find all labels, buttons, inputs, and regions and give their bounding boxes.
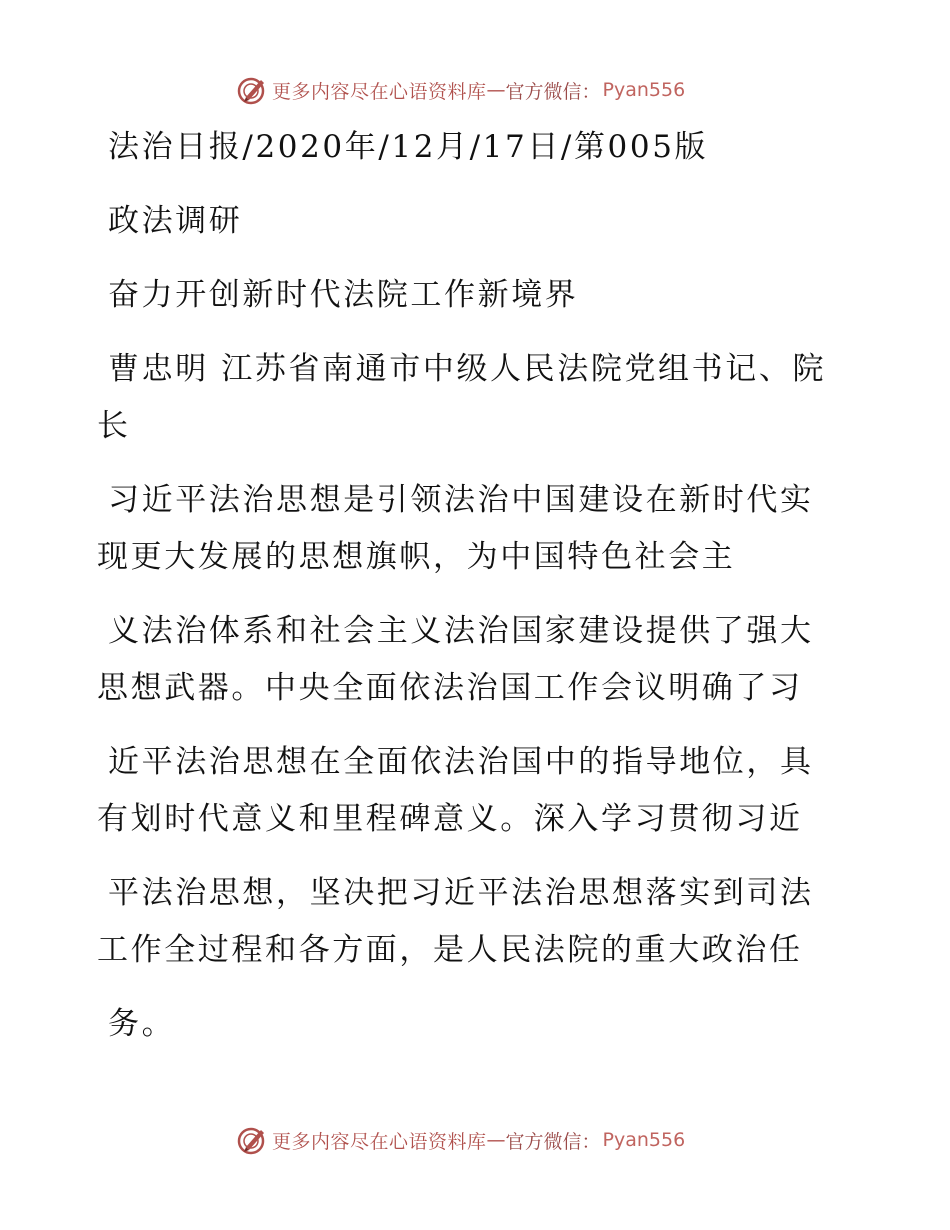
byline-line: 长: [97, 408, 131, 444]
pen-logo-icon: [236, 1124, 268, 1156]
body-line: 习近平法治思想是引领法治中国建设在新时代实: [108, 482, 814, 518]
body-line: 近平法治思想在全面依法治国中的指导地位，具: [108, 744, 814, 780]
body-line: 义法治体系和社会主义法治国家建设提供了强大: [108, 613, 814, 649]
headline: 奋力开创新时代法院工作新境界: [108, 277, 579, 313]
body-line: 平法治思想，坚决把习近平法治思想落实到司法: [108, 875, 814, 911]
banner-text: 更多内容尽在心语资料库: [272, 1130, 487, 1153]
banner-dash: —: [486, 79, 506, 101]
footer-watermark-banner: [236, 1123, 685, 1157]
body-line: 思想武器。中央全面依法治国工作会议明确了习: [97, 670, 803, 706]
banner-wechat-label: 官方微信：: [505, 80, 601, 103]
body-line: 工作全过程和各方面，是人民法院的重大政治任: [97, 932, 803, 968]
column-name: 政法调研: [108, 203, 243, 239]
source-line: 法治日报/2020年/12月/17日/第005版: [108, 129, 709, 165]
body-line: 务。: [108, 1006, 176, 1042]
banner-wechat-label: 官方微信：: [505, 1130, 601, 1153]
body-line: 现更大发展的思想旗帜，为中国特色社会主: [97, 539, 736, 575]
banner-dash: —: [486, 1129, 506, 1151]
body-line: 有划时代意义和里程碑意义。深入学习贯彻习近: [97, 801, 803, 837]
header-watermark-banner: [236, 73, 685, 107]
banner-wechat-id: Pyan556: [602, 1129, 686, 1151]
banner-text: 更多内容尽在心语资料库: [272, 80, 487, 103]
pen-logo-icon: [236, 74, 268, 106]
banner-wechat-id: Pyan556: [602, 79, 686, 101]
byline-line: 曹忠明 江苏省南通市中级人民法院党组书记、院: [108, 351, 827, 387]
